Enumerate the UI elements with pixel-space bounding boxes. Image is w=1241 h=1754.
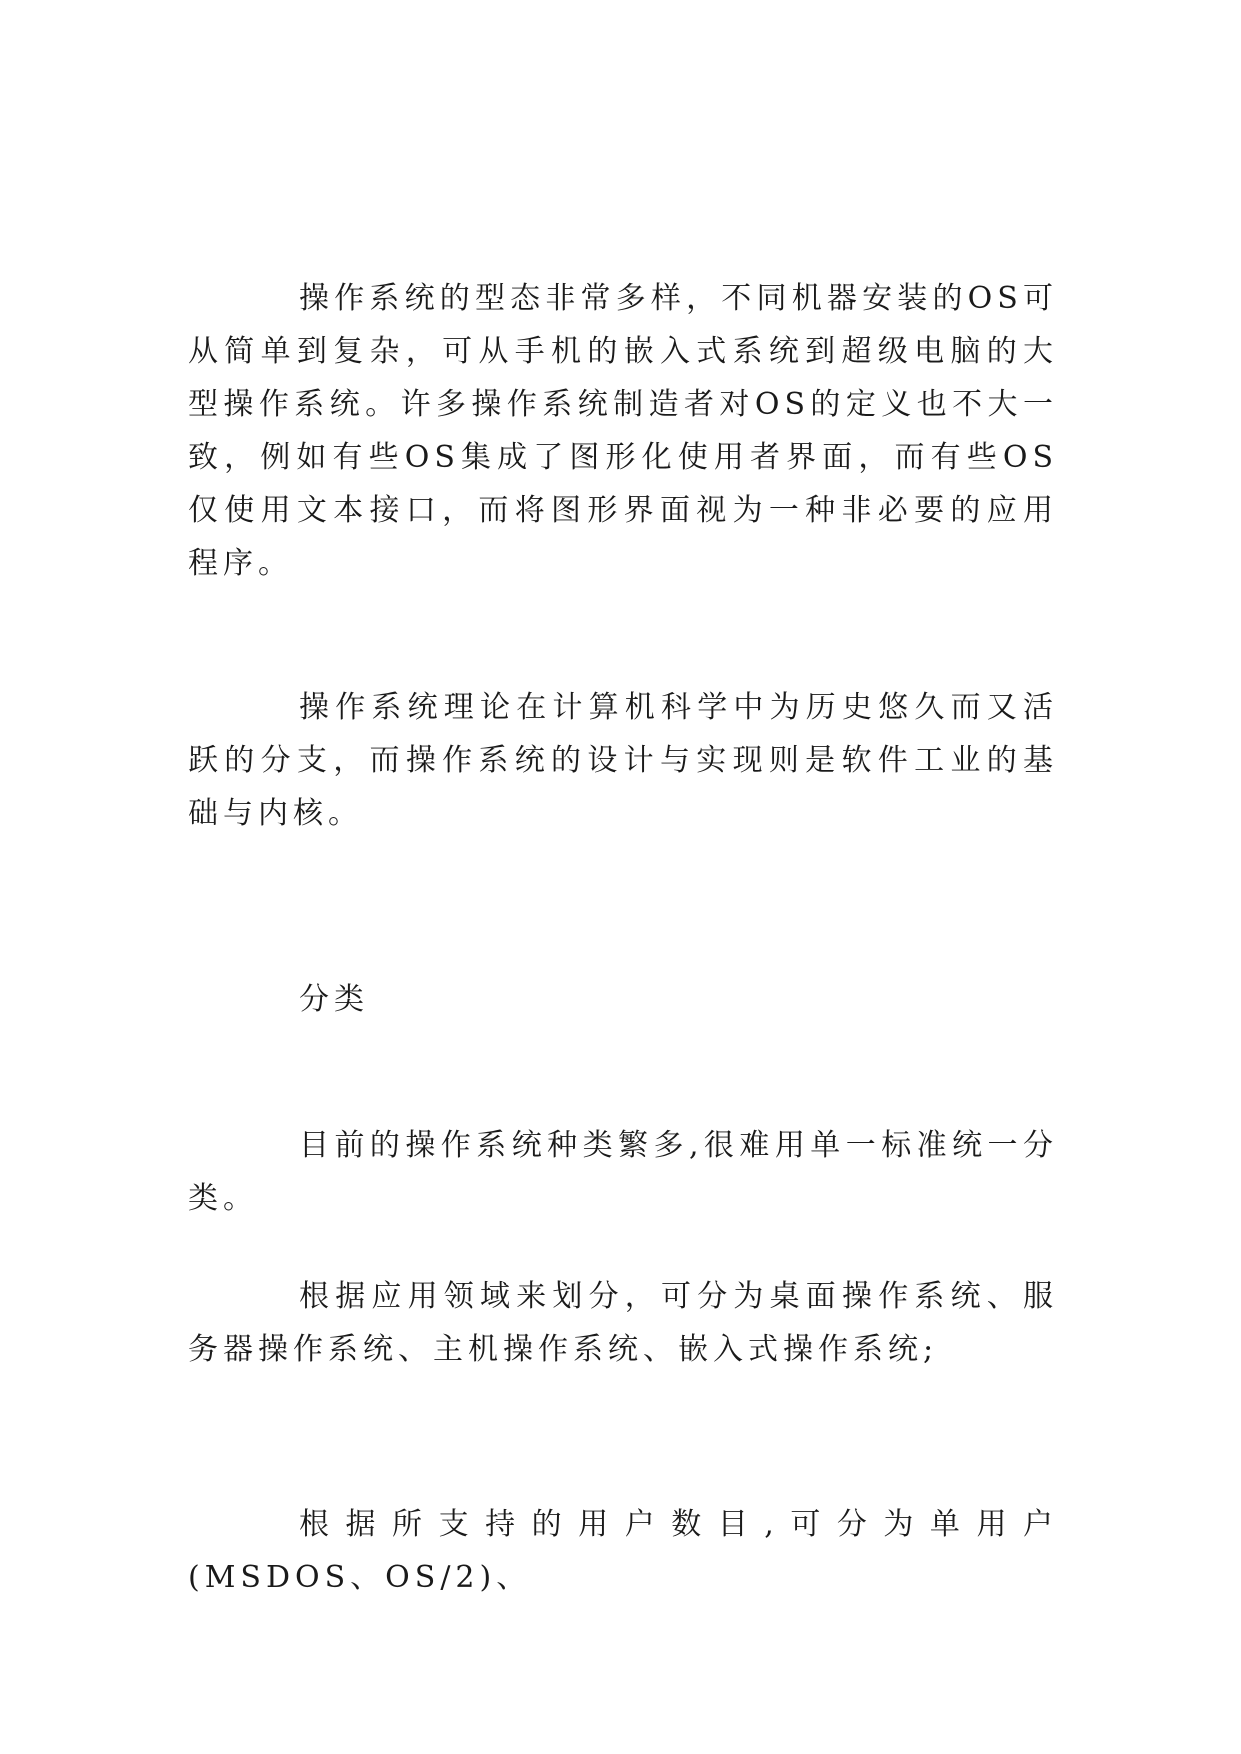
- paragraph-os-theory: 操作系统理论在计算机科学中为历史悠久而又活跃的分支，而操作系统的设计与实现则是软件工业的基础与内核。: [188, 690, 1058, 831]
- section-heading-classification: 分类: [299, 982, 369, 1017]
- paragraph-by-application-domain: 根据应用领域来划分，可分为桌面操作系统、服务器操作系统、主机操作系统、嵌入式操作系统;: [188, 1279, 1058, 1367]
- paragraph-os-forms: 操作系统的型态非常多样，不同机器安装的OS可从简单到复杂，可从手机的嵌入式系统到超级电脑的大型操作系统。许多操作系统制造者对OS的定义也不大一致，例如有些OS集成了图形化使用者界面，而有些OS仅使用文本接口，而将图形界面视为一种非必要的应用程序。: [188, 281, 1058, 581]
- paragraph-classification-intro: 目前的操作系统种类繁多,很难用单一标准统一分类。: [188, 1128, 1058, 1216]
- paragraph-by-user-count: 根据所支持的用户数目,可分为单用户(MSDOS、OS/2)、: [188, 1507, 1058, 1595]
